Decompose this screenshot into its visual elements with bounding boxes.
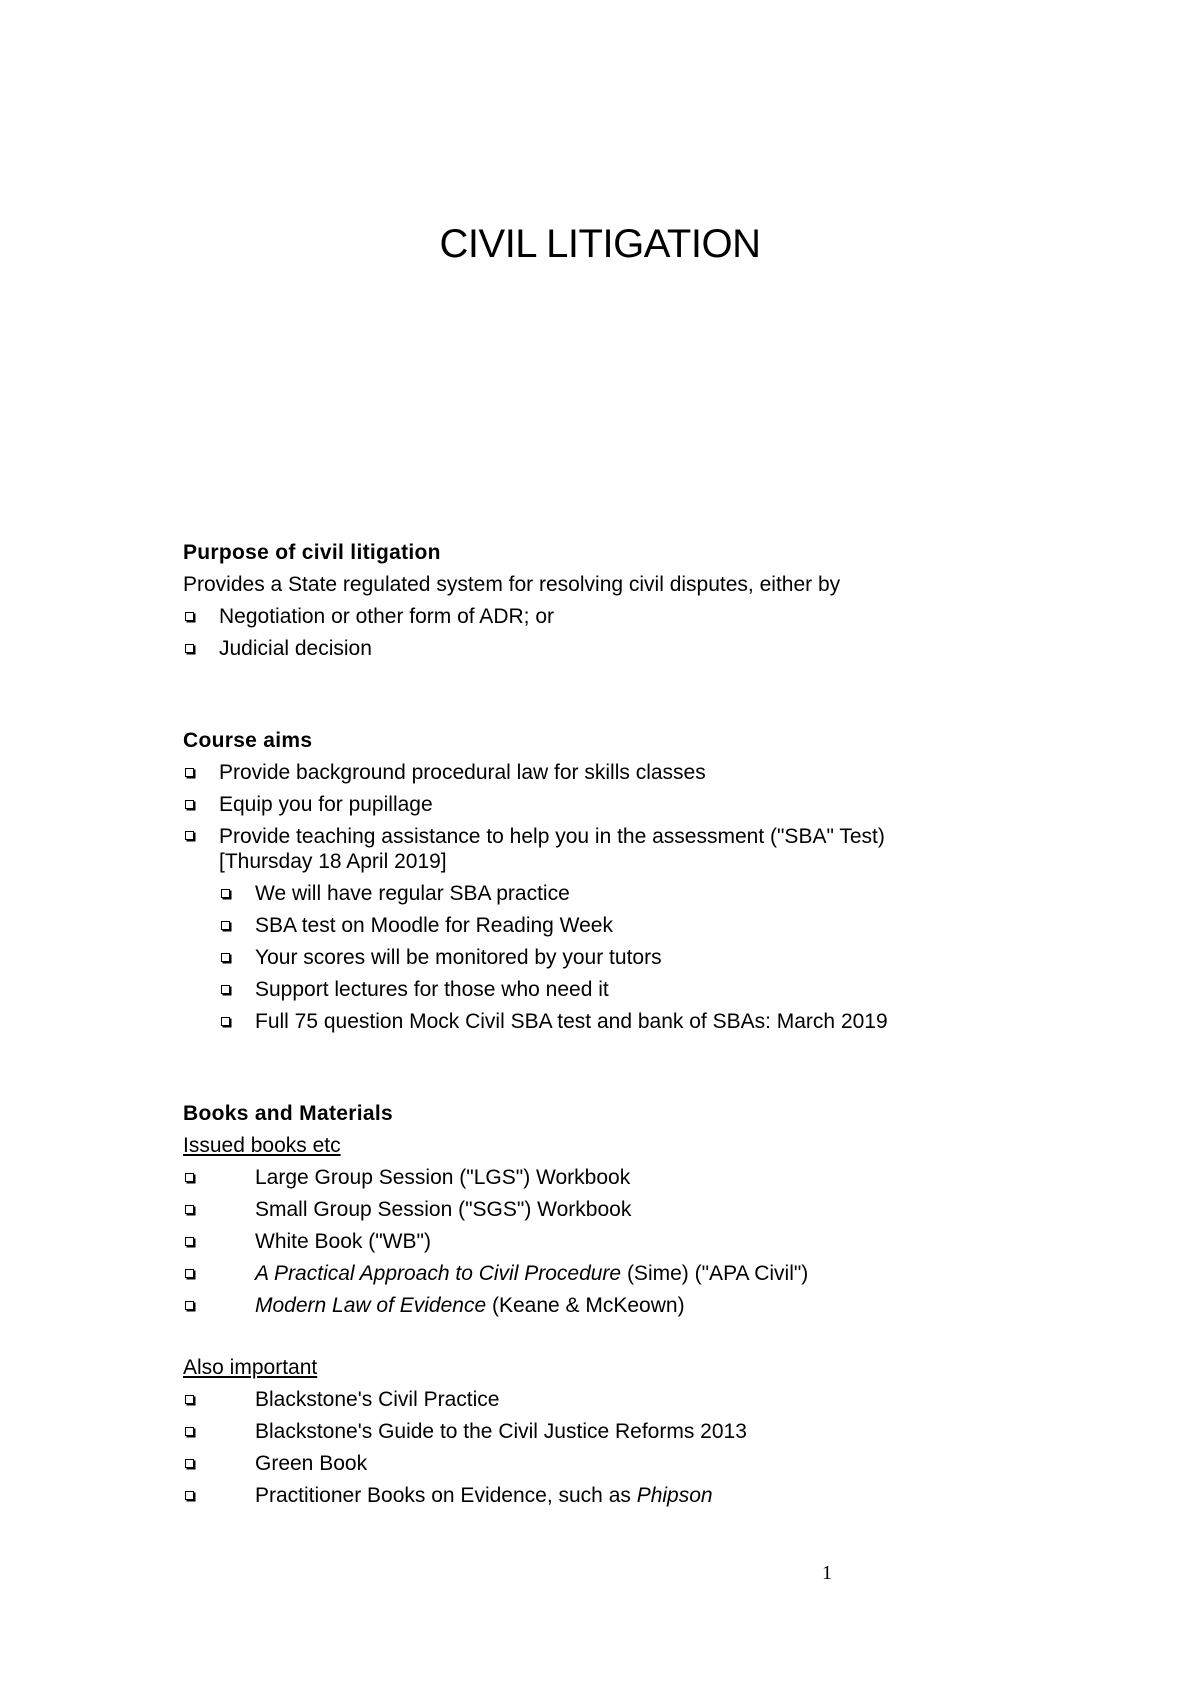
subheading-issued-books: Issued books etc xyxy=(183,1134,341,1157)
checkbox-bullet-icon xyxy=(221,921,230,930)
list-item xyxy=(183,601,1083,633)
sub-list-item xyxy=(183,878,1083,910)
list-item-text: We will have regular SBA practice xyxy=(255,882,570,905)
list-item-text: Small Group Session ("SGS") Workbook xyxy=(255,1198,632,1221)
list-item xyxy=(183,789,1083,821)
sub-list-item xyxy=(183,974,1083,1006)
checkbox-bullet-icon xyxy=(185,1459,194,1468)
list-item xyxy=(183,1162,1083,1194)
document-body xyxy=(183,537,1083,1512)
list-item-text: Large Group Session ("LGS") Workbook xyxy=(255,1166,631,1189)
checkbox-bullet-icon xyxy=(185,1395,194,1404)
list-item xyxy=(183,1448,1083,1480)
document-title: CIVIL LITIGATION xyxy=(439,222,761,266)
list-item xyxy=(183,1290,1083,1322)
list-item-text: Provide teaching assistance to help you in the assessment ("SBA" Test) [Thursday 18 April 2019] xyxy=(219,825,885,873)
list-item xyxy=(183,1194,1083,1226)
list-item xyxy=(183,757,1083,789)
spacer xyxy=(183,1322,1083,1352)
list-item-text: Green Book xyxy=(255,1452,368,1475)
page-number: 1 xyxy=(822,1562,832,1584)
list-item-text: Provide background procedural law for skills classes xyxy=(219,761,706,784)
list-item-text: Practitioner Books on Evidence, such as xyxy=(255,1484,637,1507)
section-heading-books: Books and Materials xyxy=(183,1102,393,1125)
list-item-text: Negotiation or other form of ADR; or xyxy=(219,605,554,628)
checkbox-bullet-icon xyxy=(185,1173,194,1182)
spacer xyxy=(183,1038,1083,1098)
section-heading-purpose: Purpose of civil litigation xyxy=(183,541,441,564)
checkbox-bullet-icon xyxy=(185,768,194,777)
checkbox-bullet-icon xyxy=(185,1491,194,1500)
book-title-italic: Modern Law of Evidence xyxy=(255,1294,487,1317)
list-item-text: Blackstone's Guide to the Civil Justice Reforms 2013 xyxy=(255,1420,747,1443)
list-item-text: Blackstone's Civil Practice xyxy=(255,1388,500,1411)
checkbox-bullet-icon xyxy=(221,985,230,994)
checkbox-bullet-icon xyxy=(221,889,230,898)
list-item-text: Full 75 question Mock Civil SBA test and bank of SBAs: March 2019 xyxy=(255,1010,888,1033)
sub-list-item xyxy=(183,910,1083,942)
list-item xyxy=(183,1226,1083,1258)
checkbox-bullet-icon xyxy=(185,1237,194,1246)
subheading-also-important: Also important xyxy=(183,1356,318,1379)
sub-list-item xyxy=(183,1006,1083,1038)
book-title-italic: Phipson xyxy=(636,1484,713,1507)
sub-list-item xyxy=(183,942,1083,974)
checkbox-bullet-icon xyxy=(185,800,194,809)
list-item-text: Judicial decision xyxy=(219,637,372,660)
book-title-italic: A Practical Approach to Civil Procedure xyxy=(255,1262,622,1285)
spacer xyxy=(183,665,1083,725)
checkbox-bullet-icon xyxy=(185,1205,194,1214)
checkbox-bullet-icon xyxy=(221,1017,230,1026)
checkbox-bullet-icon xyxy=(185,1301,194,1310)
list-item-text: SBA test on Moodle for Reading Week xyxy=(255,914,613,937)
list-item xyxy=(183,821,919,878)
purpose-intro: Provides a State regulated system for resolving civil disputes, either by xyxy=(183,573,841,596)
list-item-text: Support lectures for those who need it xyxy=(255,978,609,1001)
checkbox-bullet-icon xyxy=(221,953,230,962)
checkbox-bullet-icon xyxy=(185,831,194,840)
list-item-text: (Sime) ("APA Civil") xyxy=(621,1262,809,1285)
list-item xyxy=(183,1480,1083,1512)
list-item xyxy=(183,1258,1083,1290)
list-item-text: (Keane & McKeown) xyxy=(486,1294,685,1317)
list-item xyxy=(183,1384,1083,1416)
list-item xyxy=(183,633,1083,665)
checkbox-bullet-icon xyxy=(185,1427,194,1436)
list-item-text: Equip you for pupillage xyxy=(219,793,433,816)
list-item-text: Your scores will be monitored by your tutors xyxy=(255,946,662,969)
list-item xyxy=(183,1416,1083,1448)
checkbox-bullet-icon xyxy=(185,644,194,653)
section-heading-aims: Course aims xyxy=(183,729,313,752)
checkbox-bullet-icon xyxy=(185,1269,194,1278)
checkbox-bullet-icon xyxy=(185,612,194,621)
list-item-text: White Book ("WB") xyxy=(255,1230,431,1253)
